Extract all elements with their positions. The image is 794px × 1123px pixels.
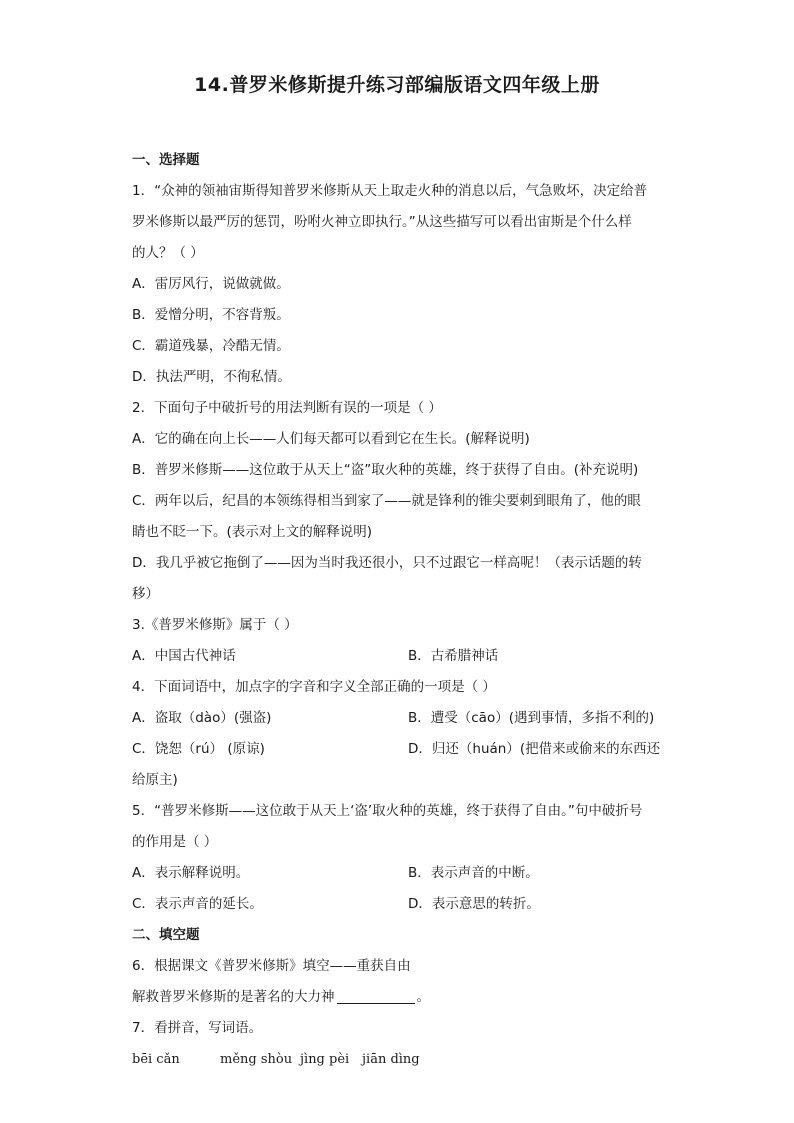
question-2-option-c-cont[interactable]: 睛也不眨一下。(表示对上文的解释说明) — [132, 524, 373, 540]
question-2-option-b[interactable]: B．普罗米修斯——这位敢于从天上“盗”取火种的英雄，终于获得了自由。(补充说明) — [132, 462, 639, 478]
question-4 — [132, 672, 672, 796]
question-7 — [132, 1013, 672, 1075]
question-5 — [132, 796, 672, 920]
question-2-option-a[interactable]: A．它的确在向上长——人们每天都可以看到它在生长。(解释说明) — [132, 431, 530, 447]
section-heading-choice: 一、选择题 — [132, 152, 200, 168]
question-2-stem: 2．下面句子中破折号的用法判断有误的一项是（ ） — [132, 400, 442, 416]
question-1 — [132, 176, 672, 393]
answer-blank[interactable] — [337, 989, 415, 1004]
worksheet-content — [132, 145, 672, 1075]
pinyin-item: jiān dìng — [362, 1052, 420, 1067]
question-1-option-a[interactable]: A．雷厉风行，说做就做。 — [132, 276, 290, 292]
question-5-option-a[interactable]: A．表示解释说明。 — [132, 865, 250, 881]
question-6 — [132, 951, 672, 1013]
question-2 — [132, 393, 672, 610]
question-4-option-d[interactable]: D．归还（huán）(把借来或偷来的东西还 — [408, 741, 661, 757]
pinyin-item: bēi cǎn — [132, 1052, 180, 1067]
question-3-option-b[interactable]: B．古希腊神话 — [408, 648, 499, 664]
question-4-option-a[interactable]: A．盗取（dào）(强盗) — [132, 710, 272, 726]
question-5-stem-line: 的作用是（ ） — [132, 834, 218, 850]
question-6-fill-text: 解救普罗米修斯的是著名的大力神 — [132, 989, 335, 1005]
question-4-option-b[interactable]: B．遭受（cāo）(遇到事情，多指不利的) — [408, 710, 655, 726]
question-4-options-ab — [132, 703, 672, 734]
question-5-option-b[interactable]: B．表示声音的中断。 — [408, 865, 539, 881]
question-5-option-c[interactable]: C．表示声音的延长。 — [132, 896, 263, 912]
question-5-options-cd — [132, 889, 672, 920]
question-1-stem-line: 1．“众神的领袖宙斯得知普罗米修斯从天上取走火种的消息以后，气急败坏，决定给普 — [132, 183, 648, 199]
question-5-option-d[interactable]: D．表示意思的转折。 — [408, 896, 540, 912]
question-4-options-cd — [132, 734, 672, 765]
question-4-option-c[interactable]: C．饶恕（rú） (原谅) — [132, 741, 265, 757]
question-3 — [132, 610, 672, 672]
question-5-stem-line: 5．“普罗米修斯——这位敢于从天上‘盗’取火种的英雄，终于获得了自由。”句中破折号 — [132, 803, 643, 819]
pinyin-row — [132, 1044, 672, 1075]
question-1-option-c[interactable]: C．霸道残暴，冷酷无情。 — [132, 338, 290, 354]
question-4-option-d-cont[interactable]: 给原主) — [132, 772, 178, 788]
question-1-option-d[interactable]: D．执法严明，不徇私情。 — [132, 369, 291, 385]
question-2-option-d-cont[interactable]: 移） — [132, 586, 159, 602]
question-2-option-d[interactable]: D．我几乎被它拖倒了——因为当时我还很小，只不过跟它一样高呢！（表示话题的转 — [132, 555, 642, 571]
question-1-stem-line: 的人？（ ） — [132, 245, 204, 261]
question-6-fill-end: 。 — [416, 989, 430, 1005]
question-5-options-ab — [132, 858, 672, 889]
pinyin-item: jìng pèi — [300, 1052, 350, 1067]
question-3-stem: 3.《普罗米修斯》属于（ ） — [132, 617, 298, 633]
question-2-option-c[interactable]: C．两年以后，纪昌的本领练得相当到家了——就是锋利的锥尖要刺到眼角了，他的眼 — [132, 493, 641, 509]
question-7-stem: 7．看拼音，写词语。 — [132, 1020, 263, 1036]
pinyin-item: měng shòu — [220, 1052, 293, 1067]
question-1-option-b[interactable]: B．爱憎分明，不容背叛。 — [132, 307, 290, 323]
question-4-stem: 4．下面词语中，加点字的字音和字义全部正确的一项是（ ） — [132, 679, 496, 695]
question-6-stem: 6．根据课文《普罗米修斯》填空——重获自由 — [132, 958, 411, 974]
question-3-options — [132, 641, 672, 672]
page-title: 14.普罗米修斯提升练习部编版语文四年级上册 — [194, 74, 600, 96]
question-6-fill-line — [132, 982, 672, 1013]
question-3-option-a[interactable]: A．中国古代神话 — [132, 648, 236, 664]
question-1-stem-line: 罗米修斯以最严厉的惩罚，吩咐火神立即执行。”从这些描写可以看出宙斯是个什么样 — [132, 214, 632, 230]
section-heading-fill: 二、填空题 — [132, 927, 200, 943]
